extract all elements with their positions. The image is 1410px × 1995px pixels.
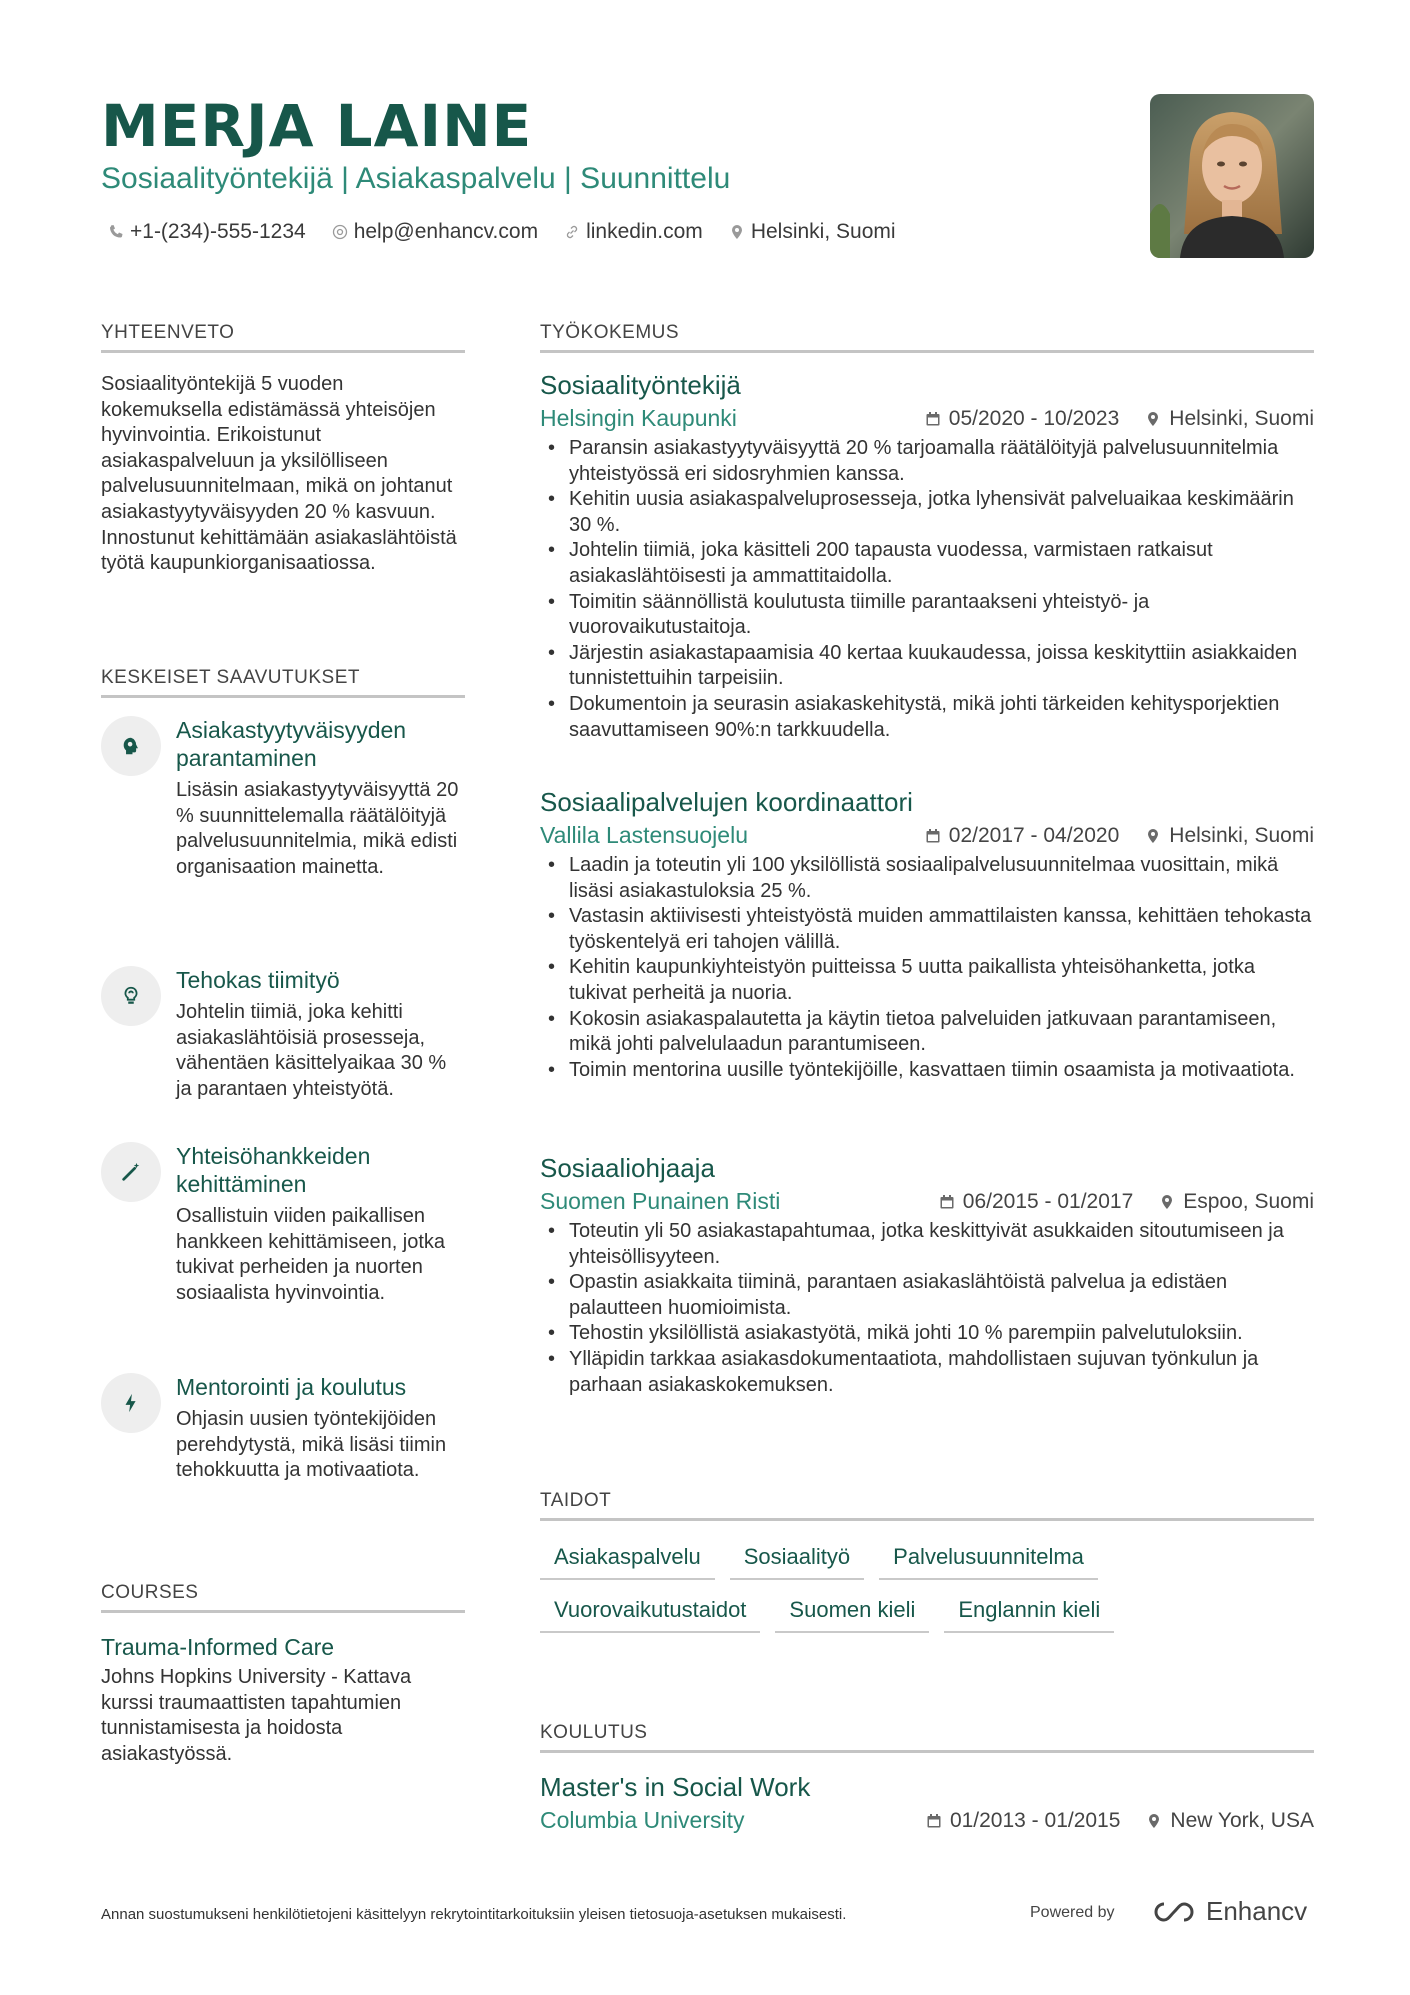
education-location-text: New York, USA bbox=[1170, 1808, 1314, 1832]
contact-location-text: Helsinki, Suomi bbox=[750, 220, 896, 243]
job-location bbox=[1145, 407, 1314, 431]
job-title: Sosiaalipalvelujen koordinaattori bbox=[540, 787, 913, 817]
achievement-desc: Ohjasin uusien työntekijöiden perehdytystä, mikä lisäsi tiimin tehokkuutta ja motivaatiota. bbox=[176, 1408, 447, 1482]
location-pin-icon bbox=[729, 224, 745, 240]
job-location bbox=[1145, 824, 1314, 848]
job-dates bbox=[939, 1190, 1133, 1214]
job-bullet: • Toteutin yli 50 asiakastapahtumaa, jotka keskittyivät asukkaiden sitoutumiseen ja yhteisöllisyyteen. bbox=[540, 1219, 1314, 1270]
lightbulb-icon bbox=[120, 985, 142, 1007]
achievement-item bbox=[101, 966, 465, 1126]
achievement-desc: Johtelin tiimiä, joka kehitti asiakaslähtöisiä prosesseja, vähentäen käsittelyaikaa 30 % ja parantaen yhteistyötä. bbox=[176, 1001, 447, 1100]
education-degree: Master's in Social Work bbox=[540, 1772, 811, 1802]
lightning-icon bbox=[120, 1392, 142, 1414]
skill-tag: Palvelusuunnitelma bbox=[879, 1540, 1098, 1580]
job-bullet: • Toimin mentorina uusille työntekijöille, kasvattaen tiimin osaamista ja motivaatiota. bbox=[540, 1058, 1314, 1084]
at-icon bbox=[332, 224, 348, 240]
achievement-item bbox=[101, 1142, 465, 1342]
achievement-icon-badge bbox=[101, 1142, 161, 1202]
gdpr-consent: Annan suostumukseni henkilötietojeni käsittelyyn rekrytointitarkoituksiin yleisen tietosuoja-asetuksen mukaisesti. bbox=[101, 1906, 847, 1923]
achievement-icon-badge bbox=[101, 1373, 161, 1433]
job-bullet: • Vastasin aktiivisesti yhteistyöstä muiden ammattilaisten kanssa, kehittäen tehokasta työskentelyä eri tahojen välillä. bbox=[540, 904, 1314, 955]
location-pin-icon bbox=[1159, 1194, 1175, 1210]
job-location-text: Espoo, Suomi bbox=[1183, 1189, 1314, 1213]
contact-email-text: help@enhancv.com bbox=[353, 220, 539, 243]
job-location bbox=[1159, 1190, 1314, 1214]
course-desc: Johns Hopkins University - Kattava kurssi traumaattisten tapahtumien tunnistamisesta ja hoidosta asiakastyössä. bbox=[101, 1666, 412, 1765]
summary-heading: YHTEENVETO bbox=[101, 322, 465, 353]
summary-text: Sosiaalityöntekijä 5 vuoden kokemuksella edistämässä yhteisöjen hyvinvointia. Erikoistunut asiakaspalveluun ja yksilölliseen palvelusuunnitelmaan, mikä on johtanut asiakastyytyväisyyden 20 % kasvuun. Innostunut kehittämään asiakaslähtöistä työtä kaupunkiorganisaatiossa. bbox=[101, 373, 457, 575]
job-dates-text: 02/2017 - 04/2020 bbox=[948, 823, 1120, 847]
job-entry bbox=[540, 786, 1314, 1083]
job-bullets bbox=[540, 436, 1314, 743]
job-title: Sosiaaliohjaaja bbox=[540, 1153, 715, 1183]
education-school: Columbia University bbox=[540, 1807, 745, 1833]
education-dates bbox=[926, 1809, 1120, 1833]
job-bullet: • Toimitin säännöllistä koulutusta tiimille parantaakseni yhteistyö- ja vuorovaikutustaitoja. bbox=[540, 590, 1314, 641]
calendar-icon bbox=[939, 1194, 955, 1210]
job-bullet: • Ylläpidin tarkkaa asiakasdokumentaatiota, mahdollistaen sujuvan työnkulun ja parhaan asiakaskokemuksen. bbox=[540, 1347, 1314, 1398]
candidate-name: MERJA LAINE bbox=[101, 92, 533, 160]
profile-photo bbox=[1150, 94, 1314, 258]
experience-heading: TYÖKOKEMUS bbox=[540, 322, 1314, 353]
enhancv-logo[interactable] bbox=[1150, 1896, 1307, 1927]
contact-location bbox=[729, 220, 896, 244]
job-bullets bbox=[540, 853, 1314, 1083]
education-dates-text: 01/2013 - 01/2015 bbox=[949, 1808, 1121, 1832]
course-title: Trauma-Informed Care bbox=[101, 1634, 335, 1660]
achievement-title: Yhteisöhankkeiden kehittäminen bbox=[176, 1143, 371, 1197]
achievement-icon-badge bbox=[101, 966, 161, 1026]
education-meta bbox=[540, 1807, 1314, 1834]
skill-tag: Suomen kieli bbox=[775, 1593, 929, 1633]
location-pin-icon bbox=[1145, 828, 1161, 844]
phone-icon bbox=[108, 224, 124, 240]
job-meta bbox=[540, 405, 1314, 432]
achievement-item bbox=[101, 1373, 465, 1533]
job-bullet: • Opastin asiakkaita tiiminä, parantaen asiakaslähtöistä palvelua ja edistäen palautteen huomioimista. bbox=[540, 1270, 1314, 1321]
job-company: Suomen Punainen Risti bbox=[540, 1188, 781, 1214]
enhancv-logo-text: Enhancv bbox=[1206, 1896, 1308, 1926]
skill-tag: Vuorovaikutustaidot bbox=[540, 1593, 760, 1633]
courses-heading: COURSES bbox=[101, 1582, 465, 1613]
contact-phone-text: +1-(234)-555-1234 bbox=[130, 220, 306, 243]
location-pin-icon bbox=[1146, 1813, 1162, 1829]
job-location-text: Helsinki, Suomi bbox=[1169, 406, 1314, 430]
education-entry bbox=[540, 1771, 1314, 1834]
candidate-title: Sosiaalityöntekijä | Asiakaspalvelu | Suunnittelu bbox=[101, 162, 731, 195]
link-icon bbox=[564, 224, 580, 240]
head-brain-icon bbox=[120, 735, 142, 757]
achievement-desc: Lisäsin asiakastyytyväisyyttä 20 % suunnittelemalla räätälöityjä palvelusuunnitelmia, mikä edisti organisaation mainetta. bbox=[176, 779, 459, 878]
achievement-title: Mentorointi ja koulutus bbox=[176, 1374, 407, 1400]
achievement-desc: Osallistuin viiden paikallisen hankkeen kehittämiseen, jotka tukivat perheiden ja nuorten sosiaalista hyvinvointia. bbox=[176, 1205, 446, 1304]
job-location-text: Helsinki, Suomi bbox=[1169, 823, 1314, 847]
job-bullet: • Johtelin tiimiä, joka käsitteli 200 tapausta vuodessa, varmistaen ratkaisut asiakaslähtöisesti ja ammattitaidolla. bbox=[540, 538, 1314, 589]
job-bullet: • Paransin asiakastyytyväisyyttä 20 % tarjoamalla räätälöityjä palvelusuunnitelmia yhteistyössä eri sidosryhmien kanssa. bbox=[540, 436, 1314, 487]
job-bullet: • Dokumentoin ja seurasin asiakaskehitystä, mikä johti tärkeiden kehitysporjektien saavuttamiseen 90%:n tarkkuudella. bbox=[540, 692, 1314, 743]
job-bullet: • Tehostin yksilöllistä asiakastyötä, mikä johti 10 % parempiin palvelutuloksiin. bbox=[540, 1321, 1314, 1347]
job-meta bbox=[540, 822, 1314, 849]
powered-by-label: Powered by bbox=[1030, 1904, 1115, 1921]
job-entry bbox=[540, 1152, 1314, 1398]
job-dates bbox=[925, 407, 1119, 431]
job-company: Vallila Lastensuojelu bbox=[540, 822, 748, 848]
education-heading: KOULUTUS bbox=[540, 1722, 1314, 1753]
course-item bbox=[101, 1632, 465, 1767]
contact-linkedin[interactable] bbox=[564, 220, 703, 244]
job-bullet: • Kehitin kaupunkiyhteistyön puitteissa 5 uutta paikallista yhteisöhanketta, jotka tukivat perheitä ja nuoria. bbox=[540, 955, 1314, 1006]
job-dates-text: 05/2020 - 10/2023 bbox=[948, 406, 1120, 430]
skill-tag: Englannin kieli bbox=[944, 1593, 1114, 1633]
calendar-icon bbox=[925, 828, 941, 844]
contact-email[interactable] bbox=[332, 220, 538, 244]
education-location bbox=[1146, 1809, 1314, 1833]
skill-tag: Asiakaspalvelu bbox=[540, 1540, 715, 1580]
job-bullet: • Kokosin asiakaspalautetta ja käytin tietoa palveluiden jatkuvaan parantamiseen, mikä johti palvelulaadun parantumiseen. bbox=[540, 1007, 1314, 1058]
enhancv-logo-icon bbox=[1150, 1900, 1198, 1924]
contact-linkedin-text: linkedin.com bbox=[586, 220, 703, 243]
job-dates-text: 06/2015 - 01/2017 bbox=[962, 1189, 1134, 1213]
job-bullet: • Laadin ja toteutin yli 100 yksilöllistä sosiaalipalvelusuunnitelmaa vuosittain, mikä lisäsi asiakastuloksia 25 %. bbox=[540, 853, 1314, 904]
contact-phone[interactable] bbox=[108, 220, 306, 244]
skills-heading: TAIDOT bbox=[540, 1490, 1314, 1521]
job-bullet: • Kehitin uusia asiakaspalveluprosesseja, jotka lyhensivät palveluaikaa keskimäärin 30 %. bbox=[540, 487, 1314, 538]
calendar-icon bbox=[926, 1813, 942, 1829]
location-pin-icon bbox=[1145, 411, 1161, 427]
profile-photo-image bbox=[1150, 94, 1314, 258]
calendar-icon bbox=[925, 411, 941, 427]
achievement-icon-badge bbox=[101, 716, 161, 776]
achievements-heading: KESKEISET SAAVUTUKSET bbox=[101, 667, 465, 698]
job-dates bbox=[925, 824, 1119, 848]
achievement-title: Asiakastyytyväisyyden parantaminen bbox=[176, 717, 407, 771]
job-meta bbox=[540, 1188, 1314, 1215]
job-title: Sosiaalityöntekijä bbox=[540, 370, 741, 400]
contact-bar bbox=[108, 220, 896, 244]
job-entry bbox=[540, 369, 1314, 743]
job-bullet: • Järjestin asiakastapaamisia 40 kertaa kuukaudessa, joissa keskityttiin asiakkaiden tunnistettuihin tarpeisiin. bbox=[540, 641, 1314, 692]
job-bullets bbox=[540, 1219, 1314, 1398]
achievement-item bbox=[101, 716, 465, 936]
magic-wand-icon bbox=[120, 1161, 142, 1183]
achievement-title: Tehokas tiimityö bbox=[176, 967, 340, 993]
job-company: Helsingin Kaupunki bbox=[540, 405, 737, 431]
skill-tag: Sosiaalityö bbox=[730, 1540, 864, 1580]
skills-list bbox=[540, 1540, 1314, 1646]
